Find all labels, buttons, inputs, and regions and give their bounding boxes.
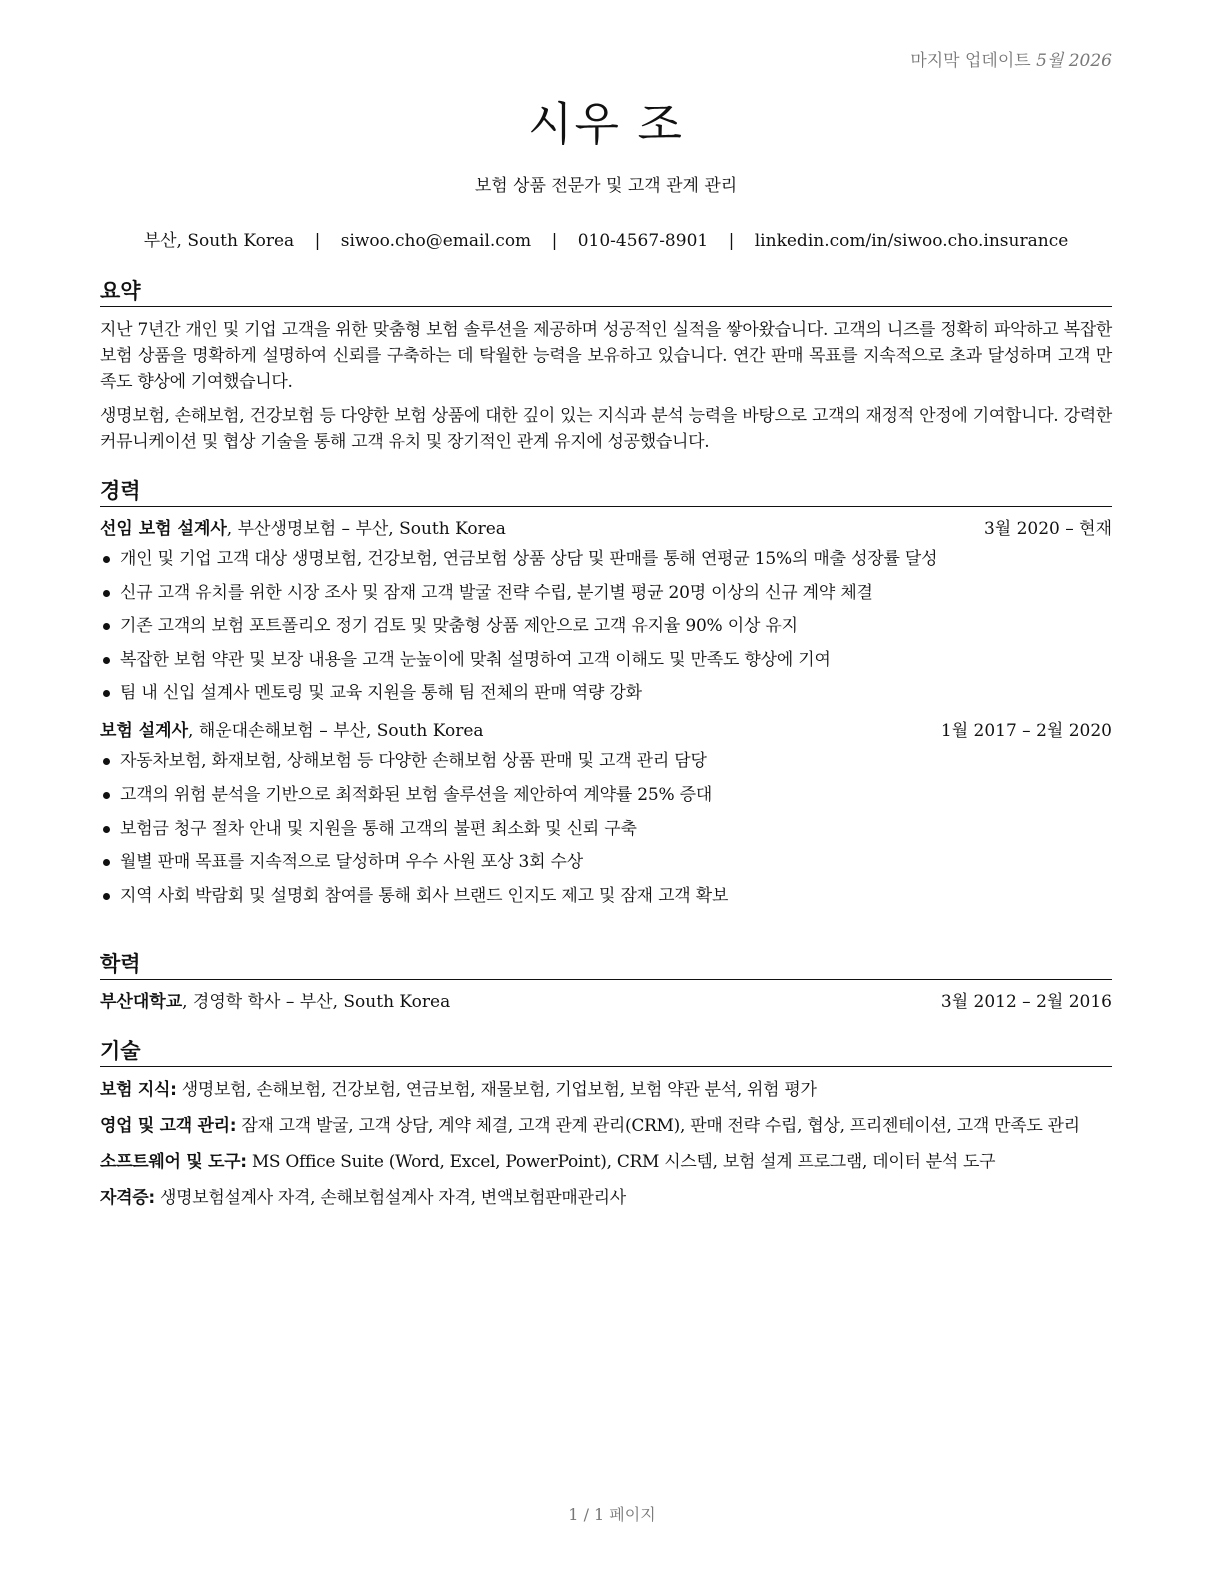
last-updated-date: 5월 2026 — [1036, 51, 1112, 71]
contact-line — [100, 226, 1112, 251]
summary-paragraph: 생명보험, 손해보험, 건강보험 등 다양한 보험 상품에 대한 깊이 있는 지식과 분석 능력을 바탕으로 고객의 재정적 안정에 기여합니다. 강력한 커뮤니케이션 및 협상 기술을 통해 고객 유치 및 장기적인 관계 유지에 성공했습니다. — [100, 406, 1112, 452]
job-bullet — [100, 817, 1112, 841]
education-line — [100, 990, 450, 1014]
education-school: 부산대학교 — [100, 992, 183, 1012]
job-bullets — [100, 749, 1112, 907]
job-role: 보험 설계사 — [100, 721, 189, 742]
skill-row — [100, 1149, 1112, 1175]
job-entry — [100, 719, 1112, 907]
skill-label: 영업 및 고객 관리: — [100, 1116, 237, 1136]
job-header — [100, 719, 1112, 743]
contact-separator: | — [728, 231, 735, 251]
job-bullets — [100, 547, 1112, 705]
job-org: , 부산생명보험 – 부산, South Korea — [226, 519, 506, 539]
candidate-headline: 보험 상품 전문가 및 고객 관계 관리 — [474, 176, 738, 196]
education-heading: 학력 — [100, 952, 1112, 980]
skill-value: 생명보험, 손해보험, 건강보험, 연금보험, 재물보험, 기업보험, 보험 약관 분석, 위험 평가 — [176, 1080, 817, 1100]
skill-label: 자격증: — [100, 1188, 155, 1208]
skills-section — [100, 1039, 1112, 1221]
bullet-dot-icon — [103, 758, 110, 765]
job-bullet-text: 보험금 청구 절차 안내 및 지원을 통해 고객의 불편 최소화 및 신뢰 구축 — [120, 818, 637, 839]
skill-value: MS Office Suite (Word, Excel, PowerPoint), CRM 시스템, 보험 설계 프로그램, 데이터 분석 도구 — [246, 1152, 996, 1172]
job-bullet-text: 복잡한 보험 약관 및 보장 내용을 고객 눈높이에 맞춰 설명하여 고객 이해도 및 만족도 향상에 기여 — [120, 649, 831, 670]
bullet-dot-icon — [103, 859, 110, 866]
bullet-dot-icon — [103, 826, 110, 833]
contact-phone: 010-4567-8901 — [577, 231, 709, 251]
job-bullet — [100, 648, 1112, 672]
education-entry — [100, 990, 1112, 1014]
summary-paragraph: 지난 7년간 개인 및 기업 고객을 위한 맞춤형 보험 솔루션을 제공하며 성공적인 실적을 쌓아왔습니다. 고객의 니즈를 정확히 파악하고 복잡한 보험 상품을 명확하게 설명하여 신뢰를 구축하는 데 탁월한 능력을 보유하고 있습니다. 연간 판매 목표를 지속적으로 초과 달성하며 고객 만족도 향상에 기여했습니다. — [100, 320, 1112, 392]
candidate-name: 시우 조 — [528, 97, 684, 151]
page-indicator: 1 / 1 페이지 — [568, 1505, 656, 1524]
bullet-dot-icon — [103, 893, 110, 900]
job-bullet-text: 자동차보험, 화재보험, 상해보험 등 다양한 손해보험 상품 판매 및 고객 관리 담당 — [120, 751, 707, 772]
bullet-dot-icon — [103, 590, 110, 597]
job-bullet-text: 고객의 위험 분석을 기반으로 최적화된 보험 솔루션을 제안하여 계약률 25% 증대 — [120, 784, 713, 805]
skills-heading: 기술 — [100, 1039, 1112, 1067]
contact-linkedin[interactable]: linkedin.com/in/siwoo.cho.insurance — [754, 231, 1069, 251]
job-dates: 1월 2017 – 2월 2020 — [940, 721, 1112, 742]
job-bullet — [100, 614, 1112, 638]
job-bullet-text: 개인 및 기업 고객 대상 생명보험, 건강보험, 연금보험 상품 상담 및 판매를 통해 연평균 15%의 매출 성장률 달성 — [120, 549, 938, 569]
job-header — [100, 517, 1112, 541]
summary-section — [100, 279, 1112, 463]
job-bullet — [100, 749, 1112, 773]
skill-row — [100, 1077, 1112, 1103]
job-title-line — [100, 719, 484, 743]
job-org: , 해운대손해보험 – 부산, South Korea — [188, 721, 484, 742]
job-dates: 3월 2020 – 현재 — [983, 519, 1112, 539]
last-updated — [910, 46, 1112, 71]
job-bullet — [100, 850, 1112, 874]
bullet-dot-icon — [103, 690, 110, 697]
bullet-dot-icon — [103, 657, 110, 664]
job-bullet-text: 팀 내 신입 설계사 멘토링 및 교육 지원을 통해 팀 전체의 판매 역량 강화 — [120, 683, 642, 704]
contact-separator: | — [314, 231, 321, 251]
job-title-line — [100, 517, 506, 541]
experience-heading: 경력 — [100, 479, 1112, 507]
experience-section — [100, 479, 1112, 917]
education-section — [100, 952, 1112, 1014]
skill-value: 생명보험설계사 자격, 손해보험설계사 자격, 변액보험판매관리사 — [154, 1188, 626, 1208]
bullet-dot-icon — [103, 556, 110, 563]
education-detail: , 경영학 학사 – 부산, South Korea — [182, 992, 451, 1012]
job-bullet — [100, 884, 1112, 908]
bullet-dot-icon — [103, 792, 110, 799]
job-bullet — [100, 547, 1112, 571]
last-updated-label: 마지막 업데이트 — [910, 51, 1031, 71]
skill-label: 소프트웨어 및 도구: — [100, 1152, 247, 1172]
bullet-dot-icon — [103, 623, 110, 630]
contact-separator: | — [551, 231, 558, 251]
summary-heading: 요약 — [100, 279, 1112, 307]
job-bullet-text: 지역 사회 박람회 및 설명회 참여를 통해 회사 브랜드 인지도 제고 및 잠재 고객 확보 — [120, 885, 729, 906]
job-bullet-text: 기존 고객의 보험 포트폴리오 정기 검토 및 맞춤형 상품 제안으로 고객 유지율 90% 이상 유지 — [120, 616, 798, 637]
contact-email[interactable]: siwoo.cho@email.com — [340, 231, 532, 251]
job-bullet — [100, 783, 1112, 807]
skill-row — [100, 1113, 1112, 1139]
job-bullet — [100, 581, 1112, 605]
job-entry — [100, 517, 1112, 705]
skill-value: 잠재 고객 발굴, 고객 상담, 계약 체결, 고객 관계 관리(CRM), 판매 전략 수립, 협상, 프리젠테이션, 고객 만족도 관리 — [236, 1116, 1080, 1136]
job-bullet-text: 월별 판매 목표를 지속적으로 달성하며 우수 사원 포상 3회 수상 — [120, 852, 583, 873]
skill-label: 보험 지식: — [100, 1080, 177, 1100]
job-bullet-text: 신규 고객 유치를 위한 시장 조사 및 잠재 고객 발굴 전략 수립, 분기별 평균 20명 이상의 신규 계약 체결 — [120, 582, 873, 603]
job-role: 선임 보험 설계사 — [100, 519, 227, 539]
contact-location: 부산, South Korea — [143, 231, 295, 251]
job-bullet — [100, 681, 1112, 705]
education-dates: 3월 2012 – 2월 2016 — [940, 992, 1112, 1012]
skill-row — [100, 1185, 1112, 1211]
